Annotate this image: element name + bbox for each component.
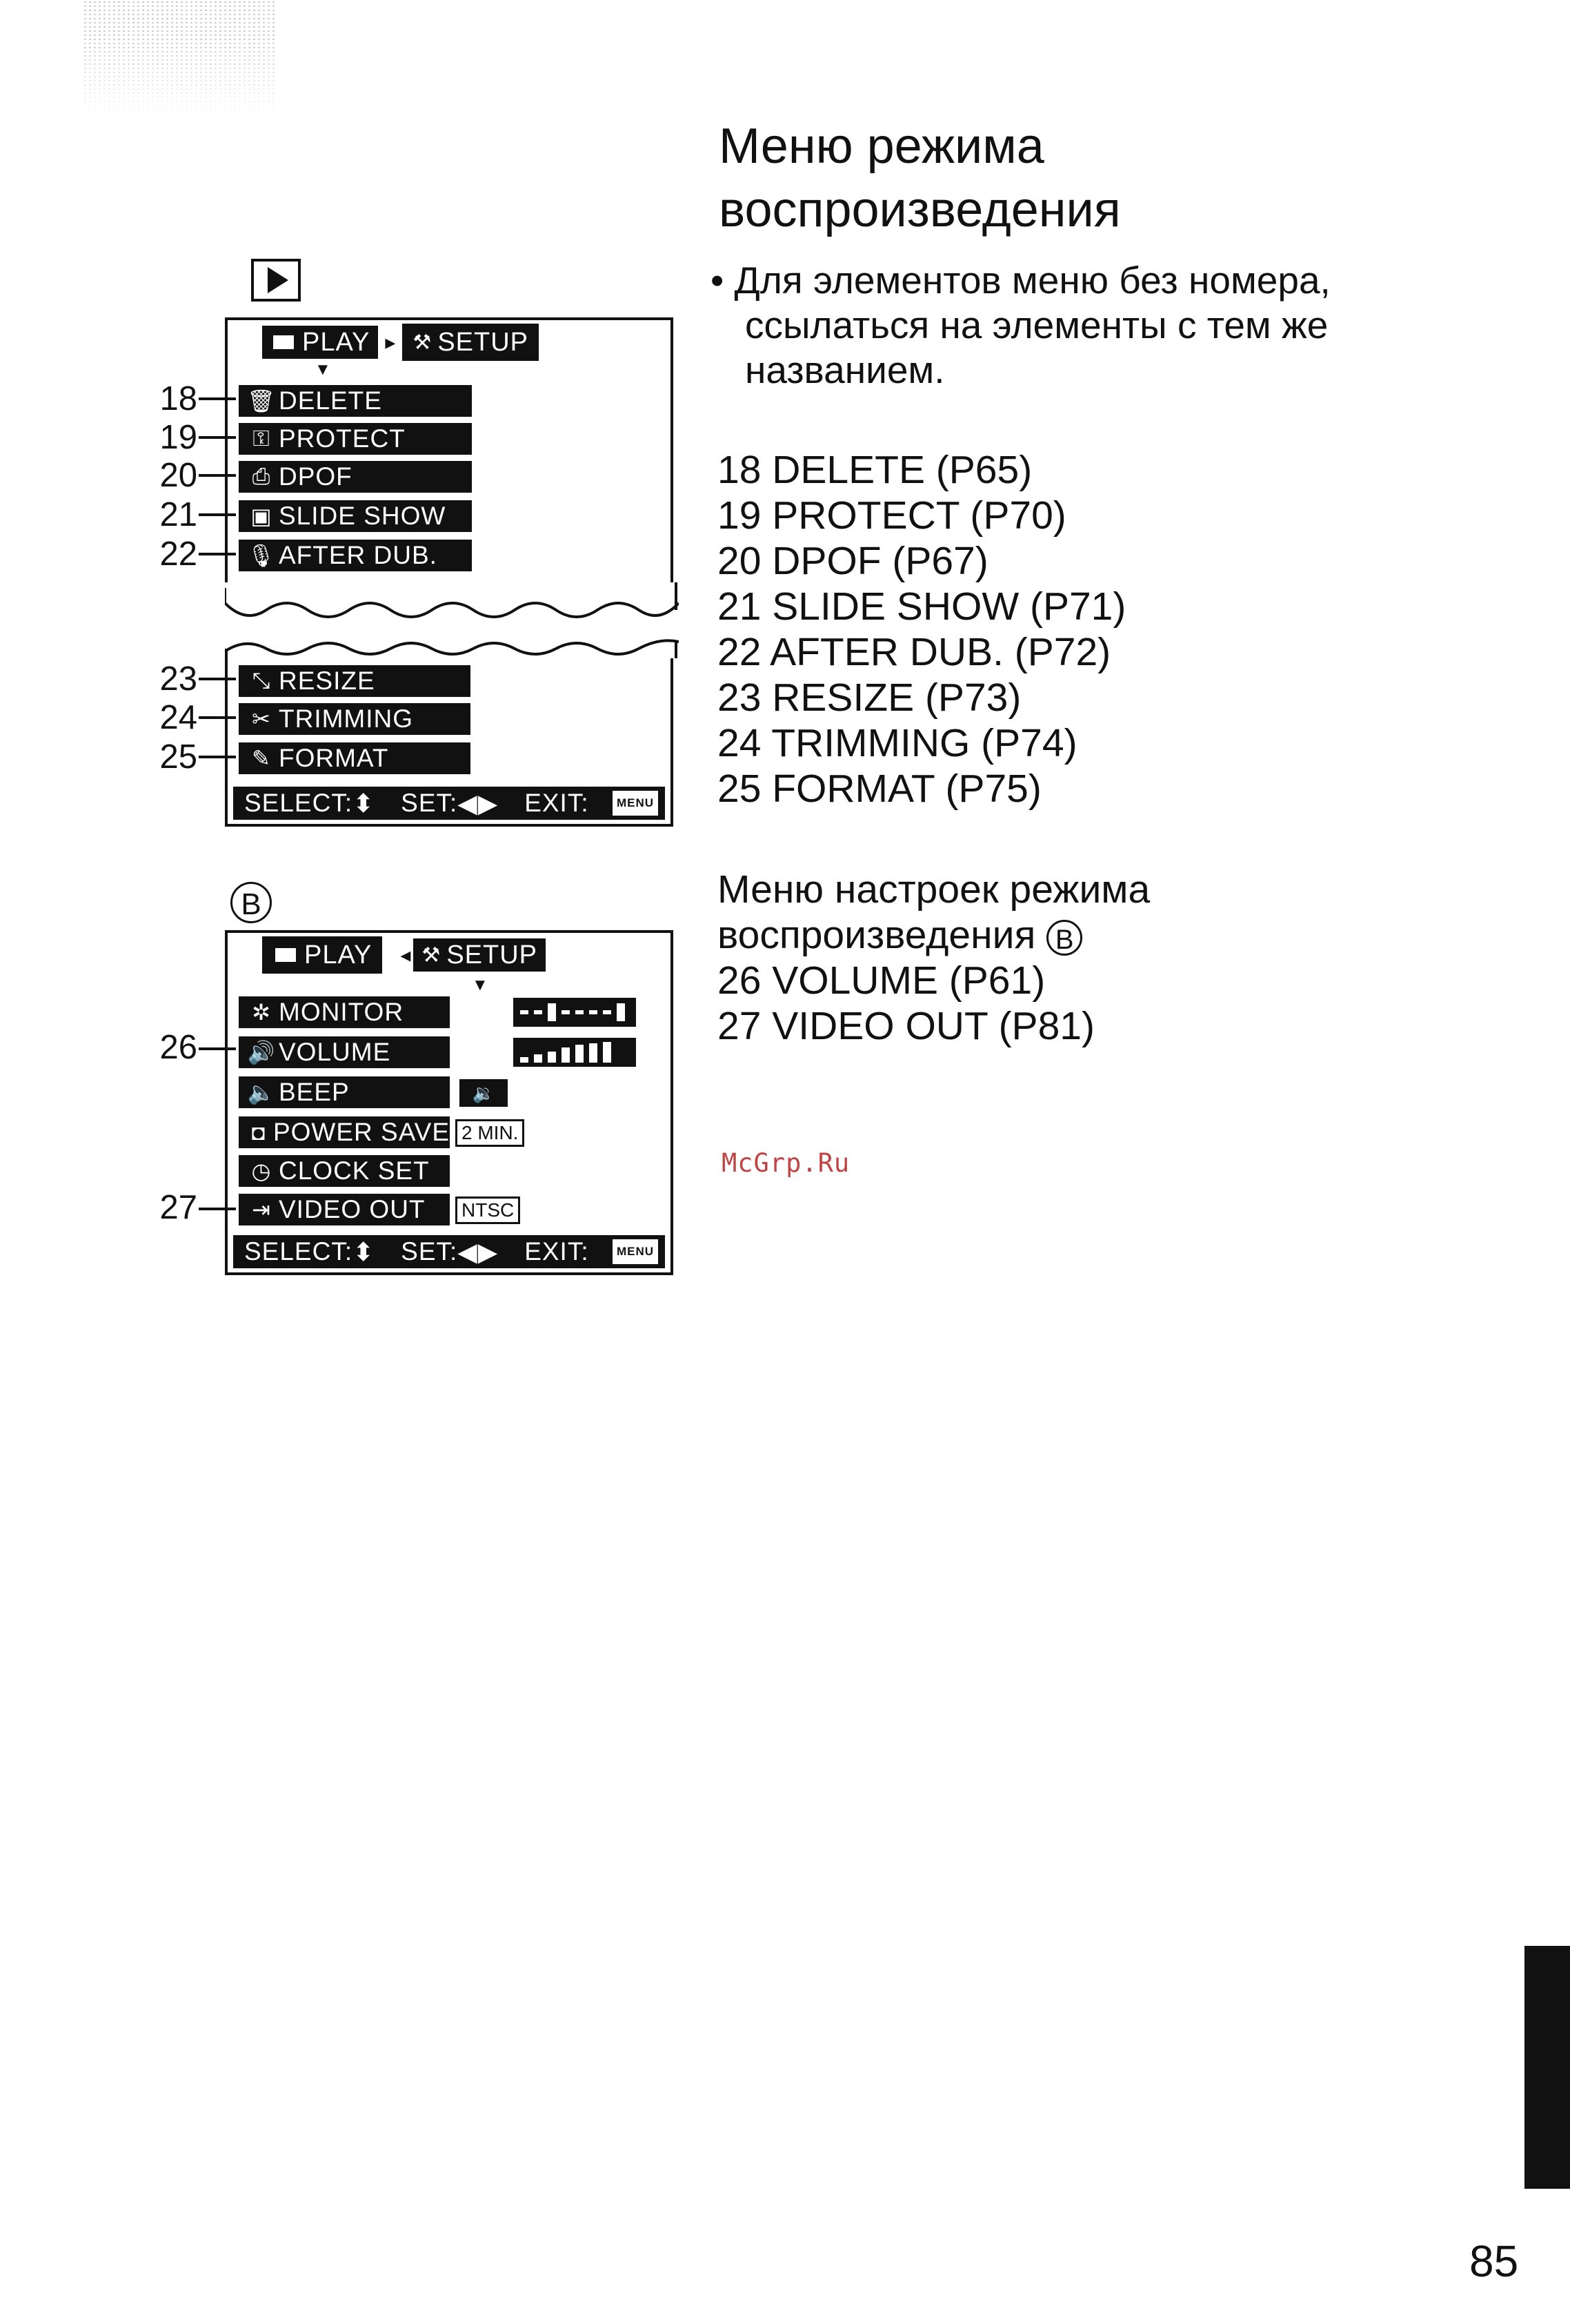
tab-setup[interactable] — [413, 938, 546, 972]
menu-item-label: BEEP — [279, 1078, 350, 1106]
note-text: ссылаться на элементы с тем же — [745, 304, 1329, 346]
screen-break — [225, 582, 679, 658]
menu-item-label: PROTECT — [279, 424, 406, 453]
note-line — [745, 303, 1331, 348]
print-icon: ⎙ — [252, 464, 271, 489]
reference-item: 27 VIDEO OUT (P81) — [717, 1004, 1095, 1048]
resize-icon: ⤡ — [252, 668, 271, 693]
callout-line — [199, 436, 236, 439]
scan-noise — [83, 0, 276, 117]
play-references-list — [717, 447, 1126, 811]
watermark: McGrp.Ru — [722, 1148, 851, 1178]
reference-item: 26 VOLUME (P61) — [717, 958, 1046, 1003]
tools-icon: ⚒ — [421, 943, 441, 967]
footer-set-label: SET: — [401, 789, 458, 817]
reference-item: 22 AFTER DUB. (P72) — [717, 630, 1111, 674]
left-right-arrow-icon: ◀▶ — [457, 1237, 499, 1266]
reference-item: 23 RESIZE (P73) — [717, 676, 1022, 720]
scissors-icon: ✂ — [252, 707, 271, 731]
format-icon: ✎ — [252, 746, 271, 771]
callout-line — [199, 756, 236, 758]
beep-on-icon: 🔉 — [459, 1079, 508, 1107]
callout-line — [199, 716, 236, 719]
menu-item-label: DPOF — [279, 462, 352, 491]
footer-exit-label: EXIT: — [524, 789, 589, 817]
setup-heading-text: воспроизведения — [717, 913, 1036, 957]
note-paragraph — [711, 258, 1331, 393]
bullet: • — [711, 259, 724, 302]
menu-item-label: MONITOR — [279, 998, 404, 1026]
power-save-value: 2 MIN. — [455, 1119, 524, 1147]
page-title-line2: воспроизведения — [719, 182, 1121, 237]
tab-setup-label: SETUP — [446, 940, 538, 969]
slideshow-icon: ▣ — [250, 504, 272, 529]
menu-item-video-out[interactable] — [239, 1194, 450, 1225]
tab-setup-label: SETUP — [437, 327, 529, 357]
setup-marker-inline: B — [1046, 920, 1082, 956]
callout-line — [199, 1208, 236, 1210]
callout-number: 22 — [159, 535, 197, 573]
setup-menu-footer — [233, 1235, 665, 1268]
page-title-line1: Меню режима — [719, 119, 1044, 174]
menu-item-power-save[interactable] — [239, 1116, 450, 1148]
menu-item-format[interactable] — [239, 742, 470, 774]
arrow-right-icon: ▸ — [385, 331, 396, 354]
menu-item-resize[interactable] — [239, 665, 470, 697]
setup-marker: B — [230, 882, 272, 923]
callout-number: 18 — [159, 380, 197, 417]
up-down-arrow-icon: ⬍ — [352, 789, 375, 818]
volume-level-meter — [513, 1038, 636, 1067]
menu-item-label: VOLUME — [279, 1038, 391, 1066]
callout-number: 23 — [159, 660, 197, 698]
callout-number: 20 — [159, 457, 197, 494]
menu-key-icon: MENU — [613, 791, 658, 816]
brightness-icon: ✲ — [252, 1000, 271, 1025]
tools-icon: ⚒ — [413, 331, 433, 354]
note-line — [711, 258, 1331, 303]
setup-menu-screen — [225, 930, 673, 1275]
left-right-arrow-icon: ◀▶ — [457, 789, 499, 818]
tab-play-label: PLAY — [304, 940, 372, 969]
speaker-volume-icon: 🔊 — [247, 1040, 276, 1065]
cursor-down-icon: ▼ — [472, 976, 488, 994]
menu-item-dpof[interactable] — [239, 461, 472, 493]
up-down-arrow-icon: ⬍ — [352, 1237, 375, 1266]
reference-item: 24 TRIMMING (P74) — [717, 721, 1077, 765]
menu-item-label: AFTER DUB. — [279, 541, 437, 569]
menu-item-label: SLIDE SHOW — [279, 502, 446, 530]
play-tab-icon — [272, 945, 299, 965]
tab-setup[interactable] — [402, 324, 539, 361]
callout-line — [199, 553, 236, 555]
microphone-icon: 🎙 — [247, 543, 276, 568]
footer-set-label: SET: — [401, 1237, 458, 1266]
play-mode-icon — [251, 259, 301, 302]
reference-item: 20 DPOF (P67) — [717, 539, 988, 583]
menu-item-volume[interactable] — [239, 1036, 450, 1068]
clock-icon: ◷ — [251, 1159, 272, 1183]
menu-item-label: DELETE — [279, 386, 382, 415]
callout-line — [199, 397, 236, 400]
menu-item-after-dub[interactable] — [239, 540, 472, 571]
page-number: 85 — [1469, 2236, 1519, 2286]
play-tab-icon — [270, 333, 297, 352]
speaker-beep-icon: 🔈 — [247, 1080, 276, 1105]
callout-line — [199, 1047, 236, 1050]
footer-select-label: SELECT: — [244, 1237, 353, 1266]
setup-heading-line2 — [717, 912, 1150, 958]
arrow-left-icon: ◂ — [400, 943, 411, 967]
callout-line — [199, 678, 236, 680]
section-tab-marker — [1524, 1946, 1570, 2189]
callout-number: 24 — [159, 699, 197, 736]
tab-play-label: PLAY — [302, 327, 370, 357]
menu-item-delete[interactable] — [239, 385, 472, 417]
menu-item-protect[interactable] — [239, 423, 472, 455]
menu-item-trimming[interactable] — [239, 703, 470, 735]
callout-number: 19 — [159, 419, 197, 456]
play-menu-footer — [233, 787, 665, 820]
video-out-value: NTSC — [455, 1197, 520, 1224]
menu-key-icon: MENU — [613, 1239, 658, 1264]
callout-line — [199, 474, 236, 477]
reference-item: 25 FORMAT (P75) — [717, 767, 1042, 811]
tab-play[interactable] — [262, 936, 382, 974]
callout-number: 26 — [159, 1029, 197, 1066]
menu-item-label: TRIMMING — [279, 705, 414, 733]
callout-number: 25 — [159, 738, 197, 776]
reference-item: 21 SLIDE SHOW (P71) — [717, 584, 1126, 629]
note-line — [745, 348, 1331, 393]
camera-sleep-icon: ◘ — [251, 1119, 266, 1145]
setup-menu-tabbar — [262, 936, 546, 974]
reference-item: 18 DELETE (P65) — [717, 448, 1033, 492]
tab-play[interactable] — [262, 326, 378, 359]
menu-item-label: RESIZE — [279, 667, 375, 695]
menu-item-slide-show[interactable] — [239, 500, 472, 532]
menu-item-monitor[interactable] — [239, 996, 450, 1028]
cursor-down-icon: ▼ — [315, 360, 331, 379]
footer-exit-label: EXIT: — [524, 1237, 589, 1266]
menu-item-label: VIDEO OUT — [279, 1195, 426, 1223]
menu-item-label: POWER SAVE — [272, 1118, 450, 1146]
note-text: Для элементов меню без номера, — [734, 259, 1331, 302]
menu-item-label: FORMAT — [279, 744, 389, 772]
callout-line — [199, 513, 236, 516]
video-out-icon: ⇥ — [252, 1197, 271, 1222]
page-title — [719, 115, 1121, 242]
trash-icon: 🗑 — [247, 388, 276, 413]
reference-item: 19 PROTECT (P70) — [717, 493, 1066, 538]
menu-item-label: CLOCK SET — [279, 1156, 430, 1185]
footer-select-label: SELECT: — [244, 789, 353, 817]
menu-item-clock-set[interactable] — [239, 1155, 450, 1187]
callout-number: 21 — [159, 496, 197, 533]
play-menu-tabbar — [262, 323, 539, 362]
menu-item-beep[interactable] — [239, 1076, 450, 1108]
note-text: названием. — [745, 348, 945, 391]
key-icon: ⚿ — [252, 426, 270, 451]
setup-references — [717, 867, 1150, 1049]
setup-heading-line1: Меню настроек режима — [717, 867, 1151, 912]
callout-number: 27 — [159, 1189, 197, 1226]
play-menu-screen — [225, 317, 673, 827]
monitor-brightness-meter — [513, 998, 636, 1027]
